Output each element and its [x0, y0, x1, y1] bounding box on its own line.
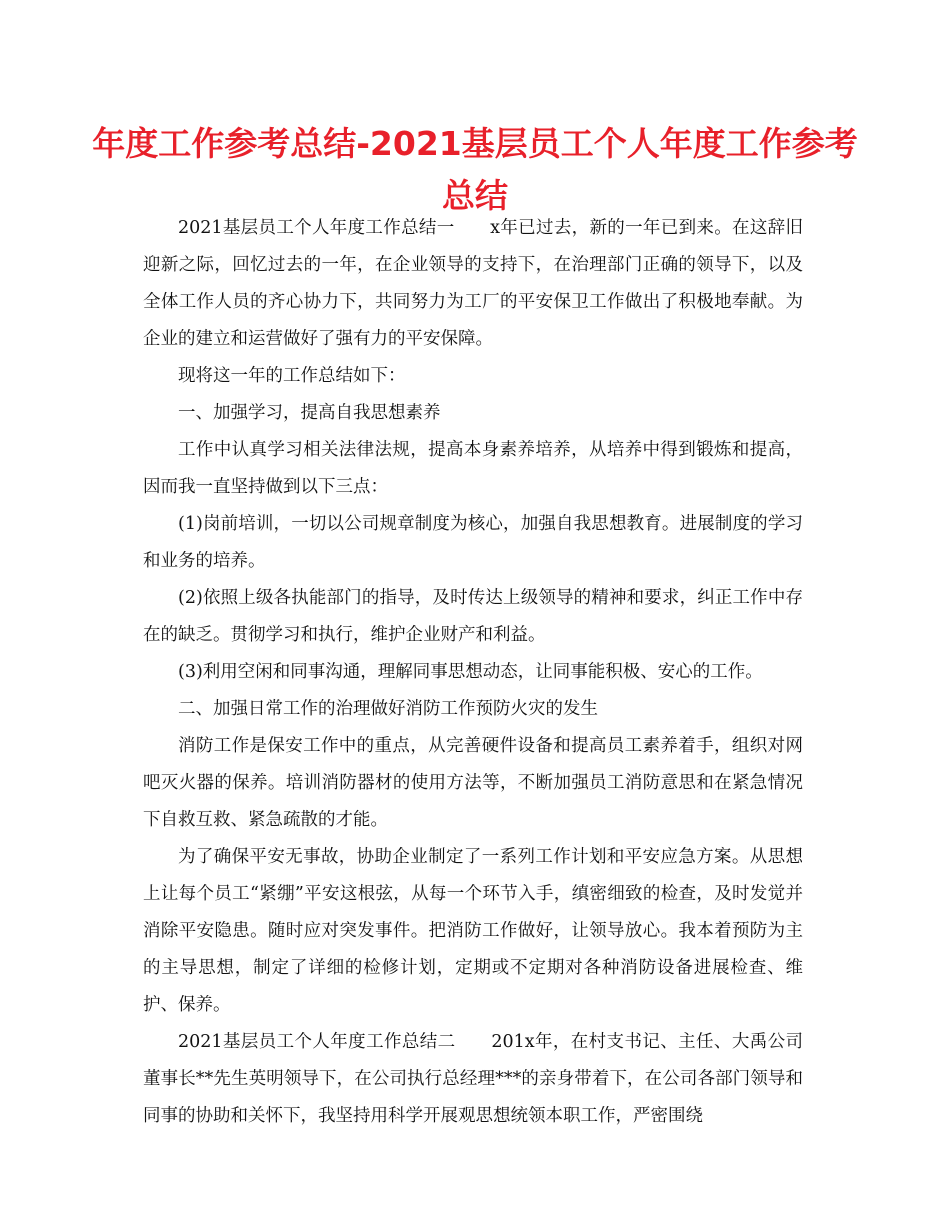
paragraph: 2021基层员工个人年度工作总结一 x年已过去，新的一年已到来。在这辞旧迎新之际，回忆过去的一年，在企业领导的支持下，在治理部门正确的领导下，以及全体工作人员的齐心协力下，共同努力为工厂的平安保卫工作做出了积极地奉献。为企业的建立和运营做好了强有力的平安保障。 [143, 218, 803, 349]
section-heading: 一、加强学习，提高自我思想素养 [178, 403, 441, 423]
list-item: (1)岗前培训，一切以公司规章制度为核心，加强自我思想教育。进展制度的学习和业务的培养。 [143, 514, 803, 571]
paragraph: 消防工作是保安工作中的重点，从完善硬件设备和提高员工素养着手，组织对网吧灭火器的保养。培训消防器材的使用方法等，不断加强员工消防意思和在紧急情况下自救互救、紧急疏散的才能。 [143, 736, 803, 830]
paragraph: 2021基层员工个人年度工作总结二 201x年，在村支书记、主任、大禹公司董事长**先生英明领导下，在公司执行总经理***的亲身带着下，在公司各部门领导和同事的协助和关怀下，我坚持用科学开展观思想统领本职工作，严密围绕 [143, 1032, 803, 1126]
section-heading: 二、加强日常工作的治理做好消防工作预防火灾的发生 [178, 699, 598, 719]
list-item: (3)利用空闲和同事沟通，理解同事思想动态，让同事能积极、安心的工作。 [178, 662, 763, 682]
document-title: 年度工作参考总结-2021基层员工个人年度工作参考总结 [92, 124, 858, 215]
paragraph: 现将这一年的工作总结如下： [178, 366, 406, 386]
paragraph: 为了确保平安无事故，协助企业制定了一系列工作计划和平安应急方案。从思想上让每个员工“紧绷”平安这根弦，从每一个环节入手，缜密细致的检查，及时发觉并消除平安隐患。随时应对突发事件。把消防工作做好，让领导放心。我本着预防为主的主导思想，制定了详细的检修计划，定期或不定期对各种消防设备进展检查、维护、保养。 [143, 847, 803, 1015]
document-body [143, 210, 803, 1135]
paragraph: 工作中认真学习相关法律法规，提高本身素养培养，从培养中得到锻炼和提高，因而我一直坚持做到以下三点： [143, 440, 803, 497]
list-item: (2)依照上级各执能部门的指导，及时传达上级领导的精神和要求，纠正工作中存在的缺乏。贯彻学习和执行，维护企业财产和利益。 [143, 588, 803, 645]
